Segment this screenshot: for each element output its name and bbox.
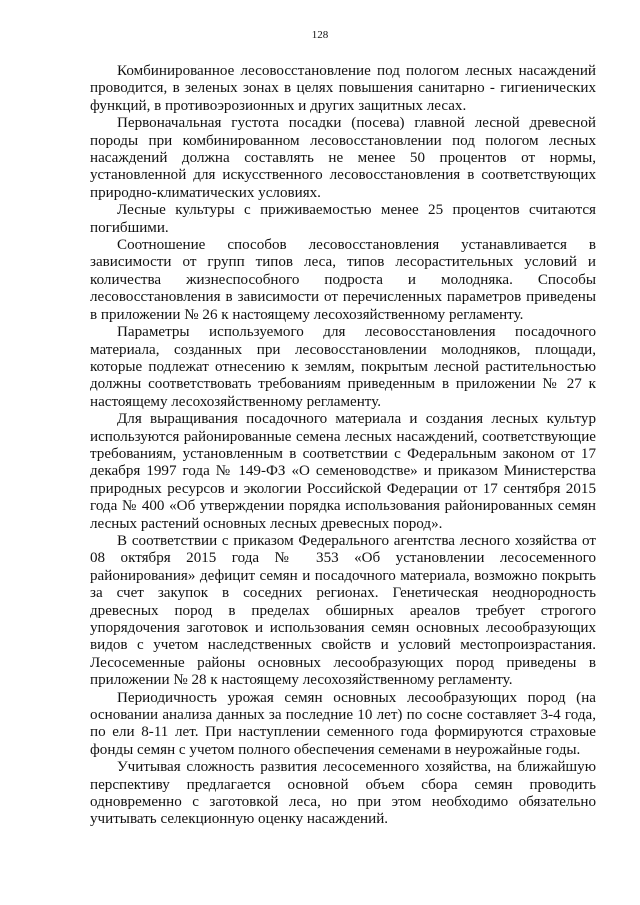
paragraph-seed-zoning-order: В соответствии с приказом Федерального агентства лесного хозяйства от 08 октября 2015 года № 353 «Об установлении лесосеменного районирования» дефицит семян и посадочного материала, возможно покрыть за счет закупок в соседних регионах. Генетическая неоднородность древесных пород в пределах обширных ареалов требует строгого упорядочения заготовок и использования семян основных лесообразующих видов с учетом наследственных свойств и условий местопроизрастания. Лесосеменные районы основных лесообразующих пород приведены в приложении № 28 к настоящему лесохозяйственному регламенту.: [90, 532, 596, 689]
paragraph-zoned-seeds: Для выращивания посадочного материала и создания лесных культур используются районированные семена лесных насаждений, соответствующие требованиям, установленным в соответствии с Федеральным законом от 17 декабря 1997 года № 149-ФЗ «О семеноводстве» и приказом Министерства природных ресурсов и экологии Российской Федерации от 17 сентября 2015 года № 400 «Об утверждении порядка использования районированных семян лесных растений основных лесных древесных пород».: [90, 411, 596, 532]
paragraph-survival-rate: Лесные культуры с приживаемостью менее 25 процентов считаются погибшими.: [90, 202, 596, 236]
paragraph-seed-collection-outlook: Учитывая сложность развития лесосеменного хозяйства, на ближайшую перспективу предлагается основной объем сбора семян проводить одновременно с заготовкой леса, но при этом необходимо обязательно учитывать селекционную оценку насаждений.: [90, 759, 596, 828]
paragraph-seed-yield-periodicity: Периодичность урожая семян основных лесообразующих пород (на основании анализа данных за последние 10 лет) по сосне составляет 3-4 года, по ели 8-11 лет. При наступлении семенного года формируются страховые фонды семян с учетом полного обеспечения семенами в неурожайные годы.: [90, 689, 596, 758]
paragraph-planting-material-parameters: Параметры используемого для лесовосстановления посадочного материала, созданных при лесовосстановлении молодняков, площади, которые подлежат отнесению к землям, покрытым лесной растительностью должны соответствовать требованиям приведенным в приложении № 27 к настоящему лесохозяйственному регламенту.: [90, 324, 596, 410]
paragraph-initial-planting-density: Первоначальная густота посадки (посева) главной лесной древесной породы при комбинированном лесовосстановлении под пологом лесных насаждений должна составлять не менее 50 процентов от нормы, установленной для искусственного лесовосстановления в соответствующих природно-климатических условиях.: [90, 115, 596, 201]
page-number: 128: [311, 29, 329, 41]
paragraph-combined-reforestation: Комбинированное лесовосстановление под пологом лесных насаждений проводится, в зеленых зонах в целях повышения санитарно - гигиенических функций, в противоэрозионных и других защитных лесах.: [90, 63, 596, 114]
document-body: [90, 63, 596, 829]
paragraph-reforestation-methods: Соотношение способов лесовосстановления устанавливается в зависимости от групп типов леса, типов лесорастительных условий и количества жизнеспособного подроста и молодняка. Способы лесовосстановления в зависимости от перечисленных параметров приведены в приложении № 26 к настоящему лесохозяйственному регламенту.: [90, 237, 596, 323]
